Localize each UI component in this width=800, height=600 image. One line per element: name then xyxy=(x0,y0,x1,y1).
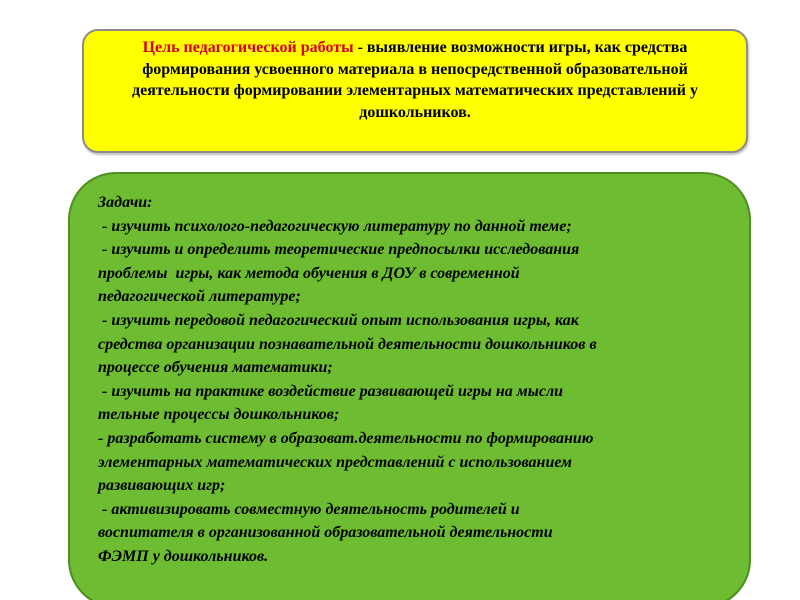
tasks-box xyxy=(68,172,751,600)
goal-title: Цель педагогической работы xyxy=(142,39,354,56)
task-line: - активизировать совместную деятельность родителей и xyxy=(98,500,520,518)
goal-box xyxy=(82,29,748,153)
task-line: - разработать систему в образоват.деятельности по формированию xyxy=(98,429,594,447)
task-line: - изучить на практике воздействие развивающей игры на мысли xyxy=(98,382,564,400)
goal-text: - выявление возможности игры, как средства формирования усвоенного материала в непосредственной образовательной деятельности формировании элементарных математических представлений у дошкольников. xyxy=(132,39,698,121)
task-line: средства организации познавательной деятельности дошкольников в xyxy=(98,335,597,353)
task-line: процессе обучения математики; xyxy=(98,359,333,377)
task-line: - изучить и определить теоретические предпосылки исследования xyxy=(98,241,580,259)
task-line: педагогической литературе; xyxy=(98,288,301,306)
task-line: воспитателя в организованной образовательной деятельности xyxy=(98,524,553,542)
task-line: ФЭМП у дошкольников. xyxy=(98,547,269,565)
task-line: тельные процессы дошкольников; xyxy=(98,406,340,424)
task-line: элементарных математических представлений с использованием xyxy=(98,453,572,471)
task-line: проблемы игры, как метода обучения в ДОУ в современной xyxy=(98,264,520,282)
task-line: - изучить психолого-педагогическую литературу по данной теме; xyxy=(98,217,572,235)
task-line: - изучить передовой педагогический опыт использования игры, как xyxy=(98,311,579,329)
tasks-heading: Задачи: xyxy=(98,194,153,211)
task-line: развивающих игр; xyxy=(98,477,226,495)
